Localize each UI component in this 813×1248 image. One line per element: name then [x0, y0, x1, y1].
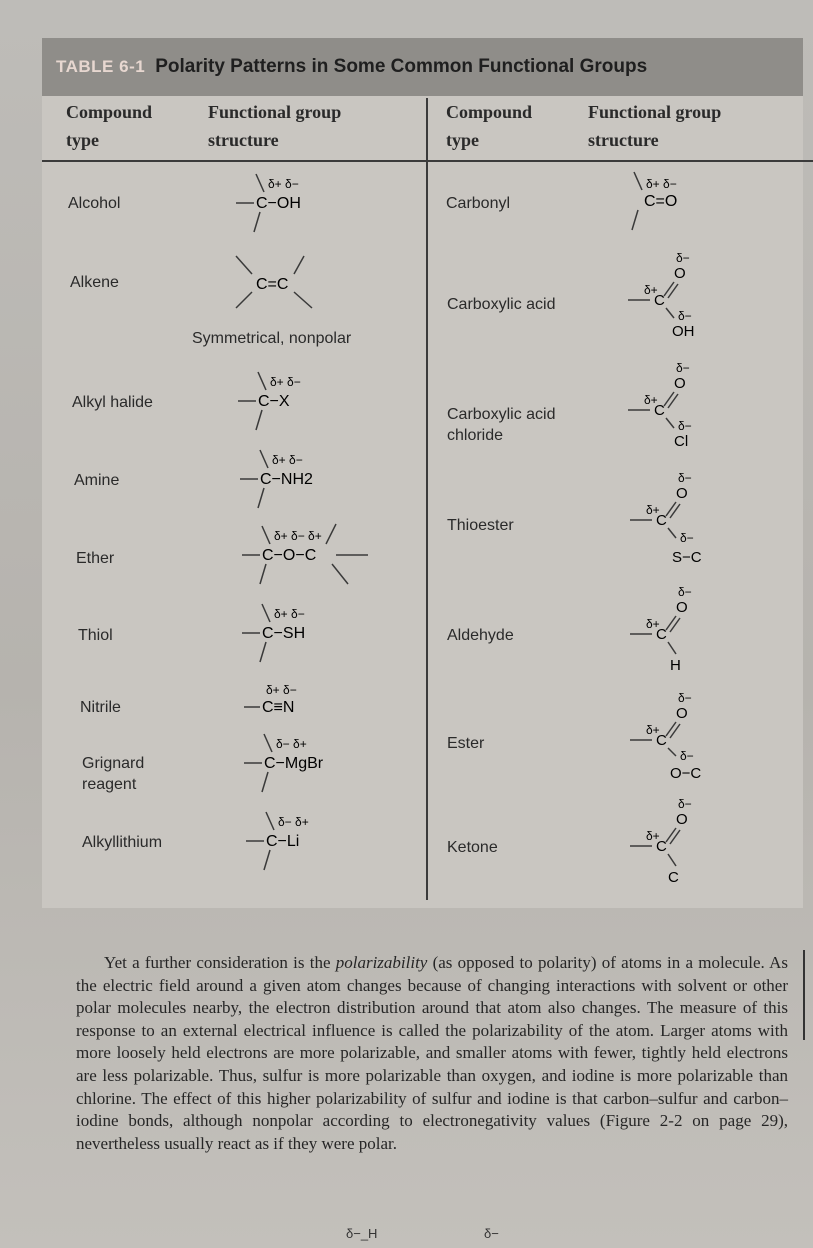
compound-name: Aldehyde — [447, 627, 514, 644]
svg-text:δ+: δ+ — [646, 617, 660, 631]
svg-text:O: O — [676, 485, 688, 502]
svg-text:C: C — [656, 838, 667, 855]
header-line: Compound — [446, 102, 533, 122]
compound-name: Carbonyl — [446, 195, 511, 212]
alcohol-structure-svg — [230, 170, 350, 240]
structure-thioester — [626, 470, 726, 587]
svg-text:δ−: δ− — [678, 797, 692, 811]
group-formula: C−O−C — [262, 547, 317, 564]
group-formula: C−MgBr — [264, 755, 324, 772]
structure-aldehyde — [626, 584, 716, 681]
svg-text:O: O — [676, 811, 688, 828]
compound-name: Ketone — [447, 839, 498, 856]
svg-text:H: H — [670, 657, 681, 674]
structure-thiol — [236, 600, 356, 675]
charge-label: δ+ δ− — [266, 683, 297, 697]
ether-structure-svg — [236, 522, 386, 592]
svg-text:O: O — [674, 265, 686, 282]
structure-alkyllithium — [240, 808, 350, 883]
header-line: structure — [208, 130, 279, 150]
svg-text:O: O — [676, 599, 688, 616]
compound-name: Nitrile — [80, 699, 121, 716]
compound-name: Alcohol — [68, 195, 121, 212]
charge-label: δ− δ+ — [276, 737, 307, 751]
group-formula: C≡N — [262, 699, 295, 716]
column-divider — [426, 98, 428, 900]
paragraph-text — [76, 952, 788, 1155]
compound-name: Grignard reagent — [82, 755, 145, 793]
amine-structure-svg — [234, 446, 364, 516]
compound-name: Alkene — [70, 274, 119, 291]
compound-name: Carboxylic acid chloride — [447, 406, 556, 444]
charge-label: δ− δ+ — [278, 815, 309, 829]
margin-mark — [803, 950, 805, 1040]
svg-text:O: O — [674, 375, 686, 392]
group-formula: C=C — [256, 276, 289, 293]
svg-text:δ−: δ− — [680, 749, 694, 763]
svg-text:C: C — [656, 512, 667, 529]
svg-text:δ−: δ− — [678, 309, 692, 323]
table-title: Polarity Patterns in Some Common Functional Groups — [155, 56, 648, 77]
carboxylic-acid-structure-svg — [624, 250, 714, 342]
structure-carbonyl — [626, 168, 706, 243]
compound-name: Thiol — [78, 627, 113, 644]
structure-amine — [234, 446, 364, 521]
structure-carboxylic-acid — [624, 250, 714, 347]
bottom-fragment-left: δ−_H — [346, 1226, 378, 1241]
col-header-structure-right — [588, 98, 721, 154]
header-line: structure — [588, 130, 659, 150]
svg-text:δ−: δ− — [680, 531, 694, 545]
svg-text:Cl: Cl — [674, 433, 689, 450]
svg-text:C=O: C=O — [644, 193, 678, 210]
compound-name: Alkyl halide — [72, 394, 153, 411]
structure-nitrile — [238, 680, 348, 729]
carbonyl-structure-svg — [626, 168, 706, 238]
svg-text:δ+: δ+ — [646, 503, 660, 517]
header-line: type — [446, 130, 479, 150]
charge-label: δ+ δ− — [270, 375, 301, 389]
ketone-structure-svg — [626, 796, 716, 888]
group-formula: C−SH — [262, 625, 306, 642]
body-paragraph — [76, 952, 788, 1155]
svg-text:OH: OH — [672, 323, 695, 340]
bottom-fragment-right: δ− — [484, 1226, 499, 1241]
structure-acid-chloride — [624, 360, 714, 457]
ester-structure-svg — [626, 690, 726, 790]
structure-alkene — [222, 252, 332, 317]
svg-text:C: C — [654, 292, 665, 309]
group-formula: C−Li — [266, 833, 300, 850]
header-line: Compound — [66, 102, 153, 122]
thioester-structure-svg — [626, 470, 726, 582]
compound-name: Ester — [447, 735, 485, 752]
svg-text:C: C — [656, 626, 667, 643]
compound-name: Thioester — [447, 517, 514, 534]
nitrile-structure-svg — [238, 680, 348, 724]
header-line: Functional group — [588, 102, 722, 122]
grignard-structure-svg — [238, 730, 368, 800]
table-label: TABLE 6-1 — [56, 57, 146, 76]
group-formula: C−X — [258, 393, 290, 410]
col-header-compound-left — [66, 98, 152, 154]
svg-text:δ+ δ−: δ+ δ− — [646, 177, 677, 191]
svg-text:O: O — [676, 705, 688, 722]
svg-text:C: C — [656, 732, 667, 749]
compound-name: Amine — [74, 472, 120, 489]
structure-grignard — [238, 730, 368, 805]
svg-text:δ+: δ+ — [646, 829, 660, 843]
svg-text:C: C — [654, 402, 665, 419]
header-line: type — [66, 130, 99, 150]
group-formula: C−OH — [256, 195, 301, 212]
thiol-structure-svg — [236, 600, 356, 670]
svg-text:C: C — [668, 869, 679, 886]
svg-text:δ−: δ− — [678, 585, 692, 599]
svg-text:δ−: δ− — [676, 251, 690, 265]
structure-ketone — [626, 796, 716, 893]
alkene-note: Symmetrical, nonpolar — [192, 330, 352, 347]
structure-ether — [236, 522, 386, 597]
para-italic-term: polarizability — [335, 953, 428, 972]
svg-text:δ−: δ− — [678, 691, 692, 705]
alkyl-halide-structure-svg — [232, 368, 342, 438]
structure-alcohol — [230, 170, 350, 245]
svg-text:δ+: δ+ — [644, 283, 658, 297]
acid-chloride-structure-svg — [624, 360, 714, 452]
svg-text:δ+: δ+ — [644, 393, 658, 407]
header-line: Functional group — [208, 102, 342, 122]
charge-label: δ+ δ− — [268, 177, 299, 191]
para-text-after: (as opposed to polarity) of atoms in a molecule. As the electric field around a given atom changes because of changing interactions with solvent or other polar molecules nearby, the electron distribution around that atom also changes. The measure of this response to an external electrical influence is called the polarizability of the atom. Larger atoms with more loosely held electrons are more polarizable, and smaller atoms with fewer, tightly held electrons are less polarizable. Thus, sulfur is more polarizable than oxygen, and iodine is more polarizable than chlorine. The effect of this higher polarizability of sulfur and iodine is that carbon–sulfur and carbon–iodine bonds, although nonpolar according to electronegativity values (Figure 2-2 on page 29), nevertheless usually react as if they were polar. — [76, 953, 788, 1153]
svg-text:S−C: S−C — [672, 549, 702, 566]
alkyllithium-structure-svg — [240, 808, 350, 878]
compound-name: Carboxylic acid — [447, 296, 556, 313]
col-header-compound-right — [446, 98, 532, 154]
structure-ester — [626, 690, 726, 795]
structure-alkyl-halide — [232, 368, 342, 443]
aldehyde-structure-svg — [626, 584, 716, 676]
alkene-structure-svg — [222, 252, 332, 312]
svg-text:δ−: δ− — [678, 471, 692, 485]
charge-label: δ+ δ− δ+ — [274, 529, 322, 543]
svg-text:δ+: δ+ — [646, 723, 660, 737]
charge-label: δ+ δ− — [274, 607, 305, 621]
svg-text:O−C: O−C — [670, 765, 702, 782]
compound-name: Ether — [76, 550, 115, 567]
para-text-before: Yet a further consideration is the — [104, 953, 336, 972]
svg-text:δ−: δ− — [676, 361, 690, 375]
table-header-bar — [42, 38, 803, 96]
charge-label: δ+ δ− — [272, 453, 303, 467]
compound-name: Alkyllithium — [82, 834, 163, 851]
group-formula: C−NH2 — [260, 471, 313, 488]
svg-text:δ−: δ− — [678, 419, 692, 433]
col-header-structure-left — [208, 98, 341, 154]
